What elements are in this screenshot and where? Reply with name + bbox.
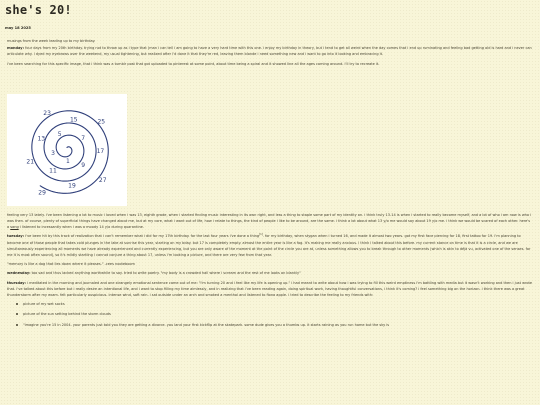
age-13-text: feeling very 13 lately. i've been listening a lot to music i loved when i was 13, eighth grade, when i started finding music interesting in its own right, and less a thing to staple some part of my identity on. i think truly 13-14 is when i started to really become myself, and a lot of who i am now is who i was then. of course, plenty of superficial things have changed about me, but at my core, what i want out of life, how i relate to things, the kind of people i like to be around, are the same. i think a lot about what 13 y/o me would say about 19 y/o me. i think we would be scared of each other. here's a: [7, 213, 532, 230]
spiral-svg: [7, 94, 127, 206]
wednesday-entry: [7, 270, 533, 276]
spiral-age-label: 13: [37, 135, 46, 143]
spiral-age-label: 9: [81, 162, 86, 170]
post-body-intro: [7, 38, 533, 70]
tuesday-entry: [7, 233, 533, 257]
spiral-age-label: 21: [26, 158, 35, 166]
list-item-text: "imagine you're 15 in 2004. your parents just told you they are getting a divorce. you land your first kickflip at the skatepark. some dude gives you a thumbs up. it starts raining as you run home but the sky is: [23, 322, 390, 327]
tuesday-text: i've been hit by this track of realization that i can't remember what i did for my 17th birthday. for the last four years i've done a thing: [24, 234, 260, 239]
spiral-age-label: 3: [51, 150, 55, 158]
tuesday-text-end: . for my birthday, when stygan when i turned 16, and made it almost two years. got my first face piercing for 18, first tattoo for 19. i'm planning to become one of those people that takes cold plunges in the lake at sunrise this year, starting on my bday. but 17 is completely empty. almost the entire year is like a fog. it's making me really anxious. i think i talked about this before. my current stance on time is that it is a circle, and we are simultaneously experiencing all moments we have already experienced and currently experiencing, but you are only aware of the moment at the point of the circle you are at, unless something allows you to break through to other moments (which is akin to déjà vu, activated one of the senses. for me it is most often sound), so it's mildly startling i cannot conjure a thing about 17, unless i'm looking a picture, and there are very few from that year.: [7, 234, 531, 257]
spiral-drawing: [7, 94, 127, 206]
monday-label: monday:: [7, 46, 24, 51]
spiral-age-label: 15: [69, 116, 78, 124]
list-item: [7, 301, 533, 307]
bullet-icon: [16, 303, 18, 305]
age-13-paragraph: [7, 212, 533, 230]
thursday-text: i meditated in the morning and journaled and one strangely emotional sentence came out of me: "i'm turning 20 and i feel like my life is opening up." i had meant to write about how i was trying to fill this weird emptiness i'm battling with media but it wasn't working and then i just wrote that. i've talked about this before but i really desire an intentional life, and i want to stop filling my time aimlessly, and in realizing that i've been reading again, doing spiritual work, having thoughtful conversations, i think it's coming? i feel something big on the horizon. i think there was a great thunderstorm after my exam. felt particularly auspicious. intense wind, soft rain. i sat outside under an arch and smoked a menthol and listened to fiona apple. i tried to describe the feeling to my friends with:: [7, 280, 533, 297]
thursday-entry: [7, 280, 533, 298]
age-13-text-end: i listened to incessantly when i was a moody 14 y/o during quarantine.: [18, 225, 144, 230]
footnote-ref[interactable]: [1]: [259, 233, 263, 237]
song-link[interactable]: song: [10, 225, 19, 230]
spiral-age-label: 17: [96, 147, 105, 155]
spiral-age-label: 7: [81, 134, 86, 142]
spiral-age-label: 5: [57, 131, 62, 138]
spiral-age-label: 27: [98, 177, 107, 184]
intro-paragraph: musings from the week leading up to my birthday.: [7, 39, 96, 43]
spiral-age-label: 25: [97, 118, 106, 126]
tuesday-label: tuesday:: [7, 234, 25, 239]
thursday-label: thursday:: [7, 280, 26, 285]
spiral-age-label: 29: [38, 189, 46, 197]
list-item: [7, 311, 533, 317]
wednesday-label: wednesday:: [7, 271, 31, 276]
bullet-icon: [16, 324, 18, 326]
post-body-main: [7, 212, 533, 332]
feeling-list: [7, 301, 533, 328]
spiral-age-label: 11: [49, 167, 57, 175]
bullet-icon: [16, 313, 18, 315]
monday-entry: [7, 45, 533, 57]
page-title: she's 20!: [5, 3, 72, 17]
quote: "memory is like a dog that lies down where it pleases." -cees nooteboom: [7, 262, 135, 267]
spiral-age-label: 1: [65, 158, 70, 166]
spiral-intro-paragraph: i've been searching for this specific image, that i think was a tumblr post that got uploaded to pinterest at some point, about time being a spiral and it showed line all the ages coming around. i'll try to recreate it.: [7, 61, 380, 66]
wednesday-text: too sad and thus lacked anything worthwhile to say. tried to write poetry. "my body is a crowded hall where i scream and the rest of me looks on blankly": [30, 271, 301, 276]
post-date: may 18 2025: [5, 26, 31, 30]
list-item-text: picture of the sun setting behind the storm clouds: [23, 312, 111, 317]
list-item-text: picture of my wet socks: [23, 302, 65, 307]
monday-text: four days from my 20th birthday. trying not to throw up as i type that (man i can tell i am going to have a very hard time with this one. i enjoy my birthday in theory, but i tend to get all weird when the day comes that i end up ruminating and feeling bad getting old is hard and i never can articulate why. i dyed my eyebrows over the weekend, my usual tightening, but realized after i'd done it that they're red, leaving them blonde i need something new and i want to go into it looking and embracing it.: [7, 46, 532, 57]
list-item: [7, 322, 533, 328]
spiral-age-label: 19: [68, 182, 76, 190]
spiral-age-label: 23: [43, 110, 51, 118]
